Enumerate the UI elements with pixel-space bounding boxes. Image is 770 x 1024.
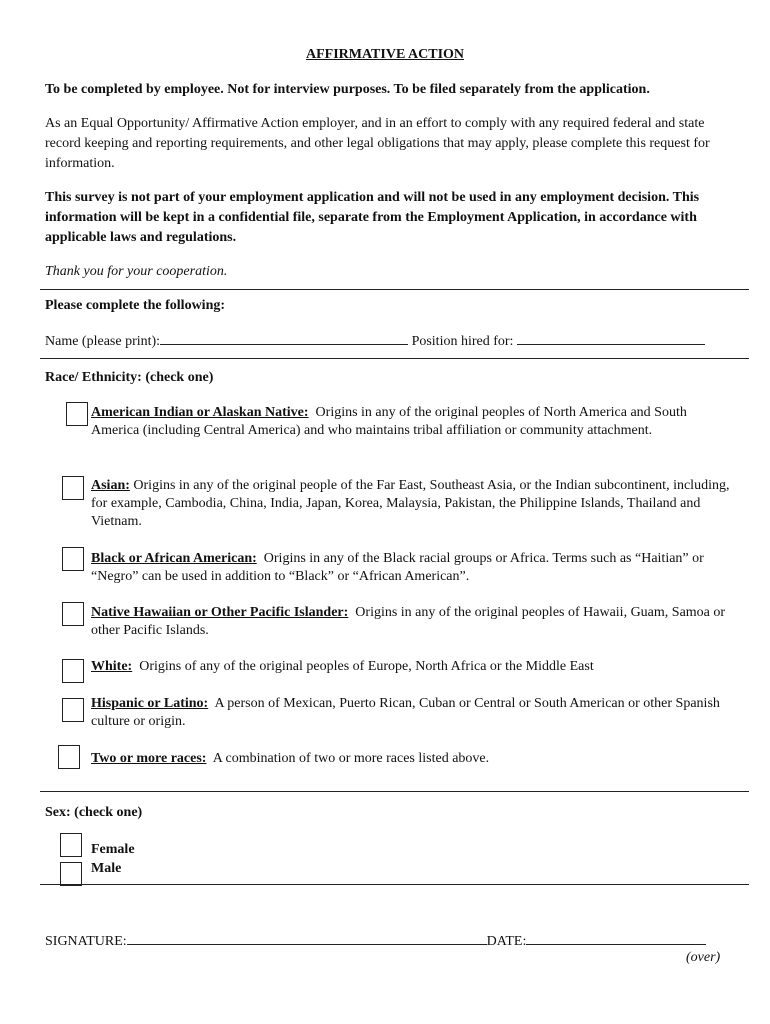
form-title: AFFIRMATIVE ACTION [305, 47, 465, 62]
race-desc: A person of Mexican, Puerto Rican, Cuban or Central or South American or other Spanish culture or origin. [91, 696, 720, 729]
race-heading: Race/ Ethnicity: (check one) [45, 370, 214, 385]
race-checkbox-two-or-more[interactable] [58, 745, 80, 769]
divider [40, 358, 749, 359]
sex-checkbox-female[interactable] [60, 833, 82, 857]
sex-option-male: Male [91, 861, 122, 876]
date-label: DATE: [486, 934, 527, 949]
race-name: Two or more races: [91, 751, 207, 766]
race-checkbox-pacific-islander[interactable] [62, 602, 84, 626]
race-checkbox-hispanic[interactable] [62, 698, 84, 722]
race-option-black [91, 550, 731, 586]
sex-heading: Sex: (check one) [45, 805, 143, 820]
race-desc: Origins of any of the original peoples of Europe, North Africa or the Middle East [139, 659, 594, 674]
race-option-white [91, 658, 731, 676]
race-name: American Indian or Alaskan Native: [91, 405, 309, 420]
signature-label: SIGNATURE: [45, 934, 127, 949]
divider [40, 289, 749, 290]
race-name: Black or African American: [91, 551, 257, 566]
race-desc: A combination of two or more races listed above. [212, 751, 490, 766]
race-name: Native Hawaiian or Other Pacific Islander: [91, 605, 349, 620]
race-checkbox-american-indian[interactable] [66, 402, 88, 426]
signature-field[interactable] [127, 930, 487, 945]
sex-option-female: Female [91, 842, 135, 857]
race-desc: Origins in any of the Black racial groups or Africa. Terms such as “Haitian” or “Negro” can be used in addition to “Black” or “African American”. [91, 551, 704, 584]
position-label: Position hired for: [411, 334, 514, 349]
signature-row [45, 930, 735, 952]
race-checkbox-asian[interactable] [62, 476, 84, 500]
name-label: Name (please print): [45, 334, 161, 349]
race-option-two-or-more [91, 750, 731, 768]
thanks-text: Thank you for your cooperation. [45, 264, 228, 279]
race-checkbox-black[interactable] [62, 547, 84, 571]
name-position-row [45, 330, 735, 352]
divider [40, 791, 749, 792]
complete-heading: Please complete the following: [45, 298, 226, 313]
race-desc: Origins in any of the original peoples of North America and South America (including Central America) and who maintains tribal affiliation or community attachment. [91, 405, 687, 438]
over-note: (over) [686, 950, 721, 965]
race-option-asian [91, 477, 731, 531]
survey-notice: This survey is not part of your employment application and will not be used in any employment decision. This information will be kept in a confidential file, separate from the Employment Application, in accordance with applicable laws and regulations. [45, 190, 700, 245]
position-field[interactable] [517, 330, 705, 345]
race-desc: Origins in any of the original people of the Far East, Southeast Asia, or the Indian subcontinent, including, for example, Cambodia, China, India, Japan, Korea, Malaysia, Pakistan, the Philippine Islands, Thailand and Vietnam. [91, 478, 730, 529]
instruction-text: To be completed by employee. Not for interview purposes. To be filed separately from the application. [45, 82, 650, 97]
sex-checkbox-male[interactable] [60, 862, 82, 886]
race-option-hispanic [91, 695, 731, 731]
divider [40, 884, 749, 885]
intro-paragraph: As an Equal Opportunity/ Affirmative Action employer, and in an effort to comply with any required federal and state record keeping and reporting requirements, and other legal obligations that may apply, please complete this request for information. [45, 116, 710, 171]
race-option-pacific-islander [91, 604, 731, 640]
race-desc: Origins in any of the original peoples of Hawaii, Guam, Samoa or other Pacific Islands. [91, 605, 726, 638]
race-name: Asian: [91, 478, 130, 493]
race-option-american-indian [91, 404, 731, 440]
race-name: White: [91, 659, 133, 674]
date-field[interactable] [526, 930, 706, 945]
name-field[interactable] [160, 330, 408, 345]
race-name: Hispanic or Latino: [91, 696, 209, 711]
race-checkbox-white[interactable] [62, 659, 84, 683]
